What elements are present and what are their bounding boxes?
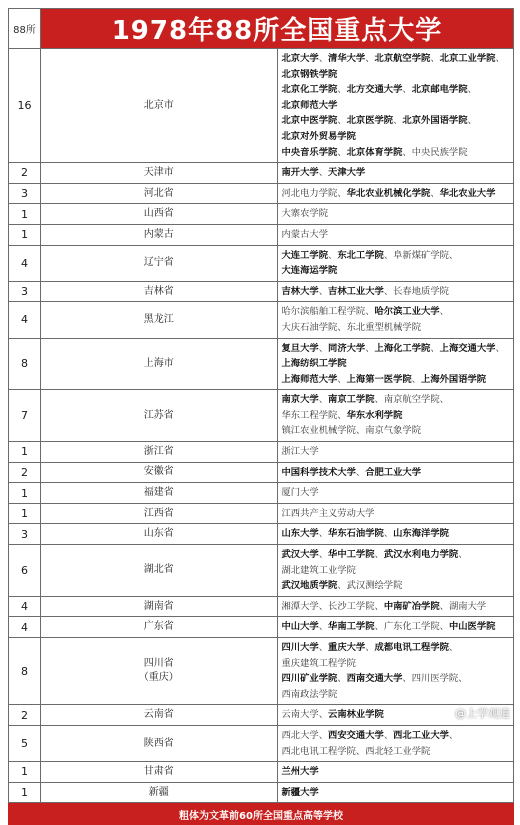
- university-name: 西安交通大学: [328, 729, 384, 741]
- university-line: 哈尔滨船舶工程学院、哈尔滨工业大学、大庆石油学院、东北重型机械学院: [281, 306, 449, 333]
- university-name: 西南政法学院: [281, 688, 338, 700]
- university-name: 长春地质学院: [393, 285, 449, 297]
- row-count: 4: [9, 245, 41, 281]
- university-name: 西南交通大学: [346, 673, 403, 685]
- row-count: 5: [9, 725, 41, 761]
- university-name: 复旦大学: [281, 342, 319, 354]
- row-count: 1: [9, 224, 41, 245]
- province-name: 江苏省: [41, 390, 278, 442]
- university-name: 重庆建筑工程学院: [281, 657, 356, 669]
- university-list: [277, 782, 514, 803]
- province-name: 广东省: [41, 617, 278, 638]
- province-name: 上海市: [41, 338, 278, 390]
- table-row: [9, 281, 514, 302]
- university-name: 江西共产主义劳动大学: [281, 507, 375, 519]
- table-row: [9, 224, 514, 245]
- table-row: [9, 596, 514, 617]
- university-name: 大庆石油学院: [281, 321, 338, 333]
- university-line: 上海师范大学、上海第一医学院、上海外国语学院: [281, 373, 487, 385]
- row-count: 4: [9, 302, 41, 338]
- university-name: 吉林工业大学: [328, 285, 384, 297]
- row-count: 3: [9, 183, 41, 204]
- university-line: [282, 444, 510, 460]
- university-line: [282, 227, 510, 243]
- row-count: 2: [9, 163, 41, 184]
- total-count-label: 88所: [9, 9, 41, 49]
- university-name: 武汉地质学院: [281, 580, 338, 592]
- university-list: [277, 617, 514, 638]
- province-name: 黑龙江: [41, 302, 278, 338]
- university-name: 哈尔滨工业大学: [374, 306, 440, 318]
- table-row: [9, 49, 514, 163]
- university-name: 新疆大学: [281, 786, 319, 798]
- province-name: 天津市: [41, 163, 278, 184]
- province-name: 河北省: [41, 183, 278, 204]
- table-row: [9, 338, 514, 390]
- table-header-row: [9, 9, 514, 49]
- university-line: 山东大学、华东石油学院、山东海洋学院: [281, 528, 449, 540]
- province-name: 安徽省: [41, 462, 278, 483]
- row-count: 3: [9, 524, 41, 545]
- row-count: 3: [9, 281, 41, 302]
- table-row: [9, 390, 514, 442]
- university-name: 东北工学院: [337, 249, 384, 261]
- university-name: 西北电讯工程学院: [281, 745, 356, 757]
- university-name: 浙江大学: [281, 446, 319, 458]
- row-count: 1: [9, 503, 41, 524]
- university-name: 中山大学: [281, 621, 319, 633]
- university-name: 山东大学: [281, 528, 319, 540]
- row-count: 16: [9, 49, 41, 163]
- university-name: 河北电力学院: [281, 187, 338, 199]
- university-list: [277, 163, 514, 184]
- university-name: 华北农业大学: [439, 187, 496, 199]
- table-row: [9, 638, 514, 705]
- university-name: 四川医学院: [411, 673, 459, 685]
- university-list: [277, 462, 514, 483]
- province-name: 云南省: [41, 705, 278, 726]
- row-count: 1: [9, 442, 41, 463]
- university-name: 大连海运学院: [281, 265, 338, 277]
- row-count: 2: [9, 705, 41, 726]
- university-name: 中山医学院: [448, 621, 496, 633]
- province-name: 北京市: [41, 49, 278, 163]
- university-name: 重庆大学: [328, 642, 366, 653]
- university-name: 哈尔滨船舶工程学院: [281, 306, 366, 318]
- university-name: 华北农业机械化学院: [346, 187, 431, 199]
- university-name: 北京化工学院: [281, 84, 338, 96]
- university-name: 上海第一医学院: [346, 373, 412, 385]
- province-name: 湖北省: [41, 545, 278, 597]
- university-list: [277, 483, 514, 504]
- university-line: [282, 206, 510, 222]
- university-name: 华南工学院: [328, 621, 375, 633]
- university-name: 厦门大学: [281, 487, 319, 499]
- table-row: [9, 462, 514, 483]
- university-name: 四川矿业学院: [281, 673, 338, 685]
- university-name: 云南林业学院: [328, 709, 384, 721]
- university-name: 内蒙古大学: [281, 228, 328, 240]
- university-list: [277, 596, 514, 617]
- university-name: 北京医学院: [346, 115, 394, 127]
- university-name: 兰州大学: [281, 766, 319, 778]
- university-list: [277, 545, 514, 597]
- university-name: 湖南大学: [448, 600, 487, 612]
- university-name: 西北轻工业学院: [365, 745, 431, 757]
- university-name: 北京邮电学院: [411, 84, 468, 96]
- province-name: 新疆: [41, 782, 278, 803]
- table-row: [9, 524, 514, 545]
- university-name: 北京体育学院: [346, 146, 403, 158]
- university-name: 湖北建筑工业学院: [281, 564, 356, 576]
- university-line: 中山大学、华南工学院、广东化工学院、中山医学院: [281, 621, 496, 633]
- university-line: 南开大学、天津大学: [281, 167, 366, 179]
- university-name: 云南大学: [281, 709, 319, 721]
- university-name: 中央音乐学院: [281, 146, 338, 158]
- university-line: 大连工学院、东北工学院、阜新煤矿学院、大连海运学院: [281, 249, 459, 277]
- university-name: 华中工学院: [328, 549, 375, 561]
- university-name: 吉林大学: [281, 285, 319, 297]
- university-name: 湘潭大学: [281, 600, 319, 612]
- university-name: 中央民族学院: [411, 146, 468, 158]
- university-name: 上海师范大学: [281, 373, 338, 385]
- university-list: [277, 638, 514, 705]
- university-line: 云南大学、云南林业学院: [281, 709, 384, 721]
- watermark: @上学观道: [455, 707, 510, 720]
- table-row: [9, 705, 514, 726]
- province-name: 山东省: [41, 524, 278, 545]
- university-name: 上海外国语学院: [421, 373, 487, 385]
- table-row: [9, 762, 514, 783]
- university-name: 南京大学: [281, 394, 319, 406]
- university-name: 阜新煤矿学院: [393, 249, 449, 261]
- university-name: 清华大学: [328, 53, 366, 64]
- university-name: 武汉大学: [281, 549, 319, 561]
- university-name: 北方交通大学: [346, 84, 403, 96]
- university-name: 华东工程学院: [281, 409, 338, 421]
- province-name: 湖南省: [41, 596, 278, 617]
- table-row: [9, 617, 514, 638]
- university-line: 南京大学、南京工学院、南京航空学院、华东工程学院、华东水利学院: [281, 394, 449, 421]
- university-line: 复旦大学、同济大学、上海化工学院、上海交通大学、上海纺织工学院: [281, 342, 505, 370]
- footer-bar: [8, 803, 514, 825]
- page: [8, 8, 514, 825]
- university-list: [277, 245, 514, 281]
- table-row: [9, 483, 514, 504]
- university-line: [282, 506, 510, 522]
- row-count: 1: [9, 483, 41, 504]
- row-count: 4: [9, 617, 41, 638]
- university-name: 北京中医学院: [281, 115, 338, 127]
- row-count: 7: [9, 390, 41, 442]
- university-name: 北京对外贸易学院: [281, 130, 356, 142]
- university-list: [277, 524, 514, 545]
- university-list: [277, 281, 514, 302]
- university-name: 上海交通大学: [439, 342, 496, 354]
- university-name: 南京工学院: [328, 394, 375, 406]
- university-name: 上海纺织工学院: [281, 358, 347, 370]
- university-name: 合肥工业大学: [365, 466, 421, 478]
- province-name: 江西省: [41, 503, 278, 524]
- province-name: 福建省: [41, 483, 278, 504]
- university-name: 同济大学: [328, 342, 366, 354]
- university-name: 中南矿冶学院: [383, 600, 440, 612]
- university-name: 北京大学: [281, 53, 319, 64]
- table-row: [9, 204, 514, 225]
- row-count: 1: [9, 762, 41, 783]
- university-line: 四川大学、重庆大学、成都电讯工程学院、重庆建筑工程学院: [281, 642, 459, 669]
- row-count: 2: [9, 462, 41, 483]
- university-list: [277, 204, 514, 225]
- university-line: 吉林大学、吉林工业大学、长春地质学院: [281, 285, 449, 297]
- table-row: [9, 442, 514, 463]
- university-line: 北京大学、清华大学、北京航空学院、北京工业学院、北京钢铁学院: [281, 53, 505, 80]
- province-name: 四川省 （重庆）: [41, 638, 278, 705]
- province-name: 浙江省: [41, 442, 278, 463]
- university-name: 华东水利学院: [346, 409, 403, 421]
- university-list: [277, 442, 514, 463]
- university-name: 大寨农学院: [281, 208, 328, 220]
- university-list: [277, 503, 514, 524]
- table-row: [9, 545, 514, 597]
- university-name: 北京师范大学: [281, 99, 338, 111]
- university-line: 河北电力学院、华北农业机械化学院、华北农业大学: [281, 187, 496, 199]
- university-name: 北京工业学院: [439, 53, 496, 64]
- table-row: [9, 302, 514, 338]
- university-name: 武汉水利电力学院: [383, 549, 459, 561]
- university-name: 武汉测绘学院: [346, 580, 403, 592]
- university-list: [277, 224, 514, 245]
- page-title: 1978年88所全国重点大学: [41, 9, 514, 49]
- province-name: 甘肃省: [41, 762, 278, 783]
- province-name: 山西省: [41, 204, 278, 225]
- university-list: [277, 390, 514, 442]
- row-count: 4: [9, 596, 41, 617]
- university-list: [277, 302, 514, 338]
- university-name: 山东海洋学院: [393, 528, 449, 540]
- table-row: [9, 503, 514, 524]
- province-name: 陕西省: [41, 725, 278, 761]
- university-list: [277, 762, 514, 783]
- university-line: 中国科学技术大学、合肥工业大学: [281, 466, 421, 478]
- university-name: 大连工学院: [281, 249, 328, 261]
- university-name: 中国科学技术大学: [281, 466, 356, 478]
- university-name: 东北重型机械学院: [346, 321, 421, 333]
- province-name: 吉林省: [41, 281, 278, 302]
- university-name: 华东石油学院: [328, 528, 384, 540]
- province-name: 辽宁省: [41, 245, 278, 281]
- university-name: 镇江农业机械学院: [281, 425, 356, 437]
- university-name: 南开大学: [281, 167, 319, 179]
- university-line: 西北大学、西安交通大学、西北工业大学、西北电讯工程学院、西北轻工业学院: [281, 729, 459, 757]
- university-line: 武汉大学、华中工学院、武汉水利电力学院、湖北建筑工业学院: [281, 549, 468, 576]
- row-count: 1: [9, 204, 41, 225]
- university-line: [282, 485, 510, 501]
- table-row: [9, 782, 514, 803]
- university-name: 长沙工学院: [328, 600, 375, 612]
- university-line: [282, 785, 510, 801]
- row-count: 8: [9, 638, 41, 705]
- table-row: [9, 245, 514, 281]
- university-line: 镇江农业机械学院、南京气象学院: [281, 425, 421, 437]
- university-list: [277, 49, 514, 163]
- university-line: 北京中医学院、北京医学院、北京外国语学院、北京对外贸易学院: [281, 115, 477, 142]
- university-name: 上海化工学院: [374, 342, 431, 354]
- footer-note: 粗体为文革前60所全国重点高等学校: [179, 810, 343, 822]
- university-line: 北京化工学院、北方交通大学、北京邮电学院、北京师范大学: [281, 84, 477, 111]
- university-name: 天津大学: [328, 167, 366, 179]
- table-row: [9, 163, 514, 184]
- university-line: 武汉地质学院、武汉测绘学院: [281, 580, 403, 592]
- university-name: 南京气象学院: [365, 425, 421, 437]
- university-name: 北京航空学院: [374, 53, 431, 64]
- university-name: 成都电讯工程学院: [374, 642, 449, 653]
- row-count: 8: [9, 338, 41, 390]
- university-line: 中央音乐学院、北京体育学院、中央民族学院: [281, 146, 468, 158]
- universities-table: [8, 8, 514, 803]
- row-count: 6: [9, 545, 41, 597]
- row-count: 1: [9, 782, 41, 803]
- university-name: 北京外国语学院: [402, 115, 468, 127]
- university-line: 四川矿业学院、西南交通大学、四川医学院、西南政法学院: [281, 673, 468, 700]
- university-list: [277, 183, 514, 204]
- university-name: 广东化工学院: [383, 621, 440, 633]
- university-name: 四川大学: [281, 642, 319, 653]
- province-name: 内蒙古: [41, 224, 278, 245]
- university-line: [282, 764, 510, 780]
- university-name: 西北工业大学: [393, 729, 449, 741]
- university-name: 南京航空学院: [383, 394, 440, 406]
- table-row: [9, 183, 514, 204]
- university-name: 北京钢铁学院: [281, 68, 338, 80]
- university-line: 湘潭大学、长沙工学院、中南矿冶学院、湖南大学: [281, 600, 487, 612]
- university-list: [277, 338, 514, 390]
- university-name: 西北大学: [281, 729, 319, 741]
